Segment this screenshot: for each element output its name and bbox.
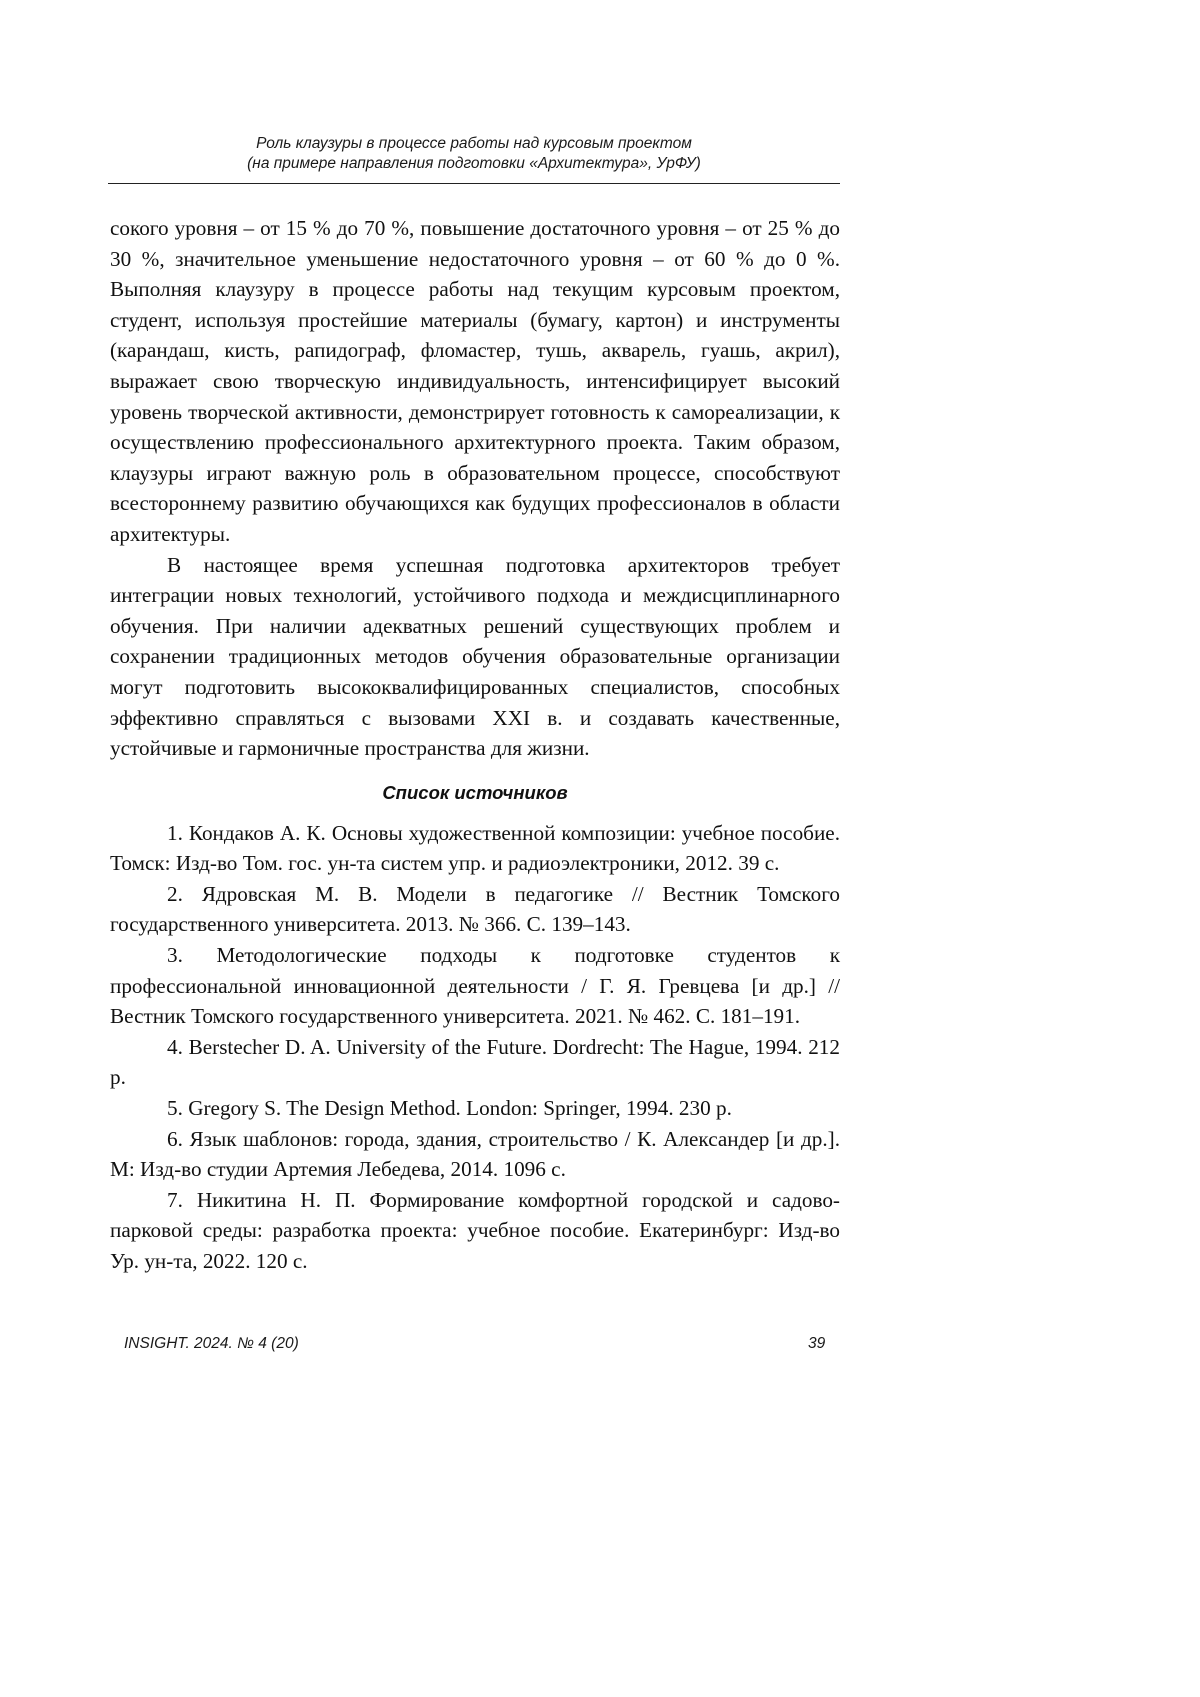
reference-item-3: 3. Методологические подходы к подготовке студентов к профессиональной инновационной деятельности / Г. Я. Гревцева [и др.] // Вестник Томского государственного университета. 2021. № 462. С. 181–191. <box>110 943 840 1029</box>
running-header-line-2: (на примере направления подготовки «Архитектура», УрФУ) <box>247 155 701 172</box>
references-title: Список источников <box>382 781 568 803</box>
body-paragraph-1: сокого уровня – от 15 % до 70 %, повышение достаточного уровня – от 25 % до 30 %, значительное уменьшение недостаточного уровня – от 60 % до 0 %. Выполняя клаузуру в процессе работы над текущим курсовым проектом, студент, используя простейшие материалы (бумагу, картон) и инструменты (карандаш, кисть, рапидограф, фломастер, тушь, акварель, гуашь, акрил), выражает свою творческую индивидуальность, интенсифицирует высокий уровень творческой активности, демонстрирует готовность к самореализации, к осуществлению профессионального архитектурного проекта. Таким образом, клаузуры играют важную роль в образовательном процессе, способствуют всестороннему развитию обучающихся как будущих профессионалов в области архитектуры. <box>110 216 840 546</box>
header-divider <box>108 183 840 184</box>
reference-item-1: 1. Кондаков А. К. Основы художественной композиции: учебное пособие. Томск: Изд-во Том. гос. ун-та систем упр. и радиоэлектроники, 2012. 39 с. <box>110 820 840 876</box>
reference-item-2: 2. Ядровская М. В. Модели в педагогике // Вестник Томского государственного университета. 2013. № 366. С. 139–143. <box>110 881 840 937</box>
reference-item-7: 7. Никитина Н. П. Формирование комфортной городской и садово-парковой среды: разработка проекта: учебное пособие. Екатеринбург: Изд-во Ур. ун-та, 2022. 120 с. <box>110 1187 840 1273</box>
running-header-line-1: Роль клаузуры в процессе работы над курсовым проектом <box>256 135 692 152</box>
reference-item-4: 4. Berstecher D. A. University of the Future. Dordrecht: The Hague, 1994. 212 p. <box>110 1034 840 1090</box>
article-body <box>110 213 840 1277</box>
running-header <box>108 134 840 174</box>
reference-item-5: 5. Gregory S. The Design Method. London: Springer, 1994. 230 p. <box>167 1096 732 1121</box>
footer-journal-info: INSIGHT. 2024. № 4 (20) <box>124 1335 299 1352</box>
body-paragraph-2: В настоящее время успешная подготовка архитекторов требует интеграции новых технологий, устойчивого подхода и междисциплинарного обучения. При наличии адекватных решений существующих проблем и сохранении традиционных методов обучения образовательные организации могут подготовить высококвалифицированных специалистов, способных эффективно справляться с вызовами XXI в. и создавать качественные, устойчивые и гармоничные пространства для жизни. <box>110 552 840 761</box>
reference-item-6: 6. Язык шаблонов: города, здания, строительство / К. Александер [и др.]. М: Изд-во студии Артемия Лебедева, 2014. 1096 с. <box>110 1126 840 1182</box>
references-list <box>110 818 840 1277</box>
footer-page-number: 39 <box>808 1335 826 1352</box>
